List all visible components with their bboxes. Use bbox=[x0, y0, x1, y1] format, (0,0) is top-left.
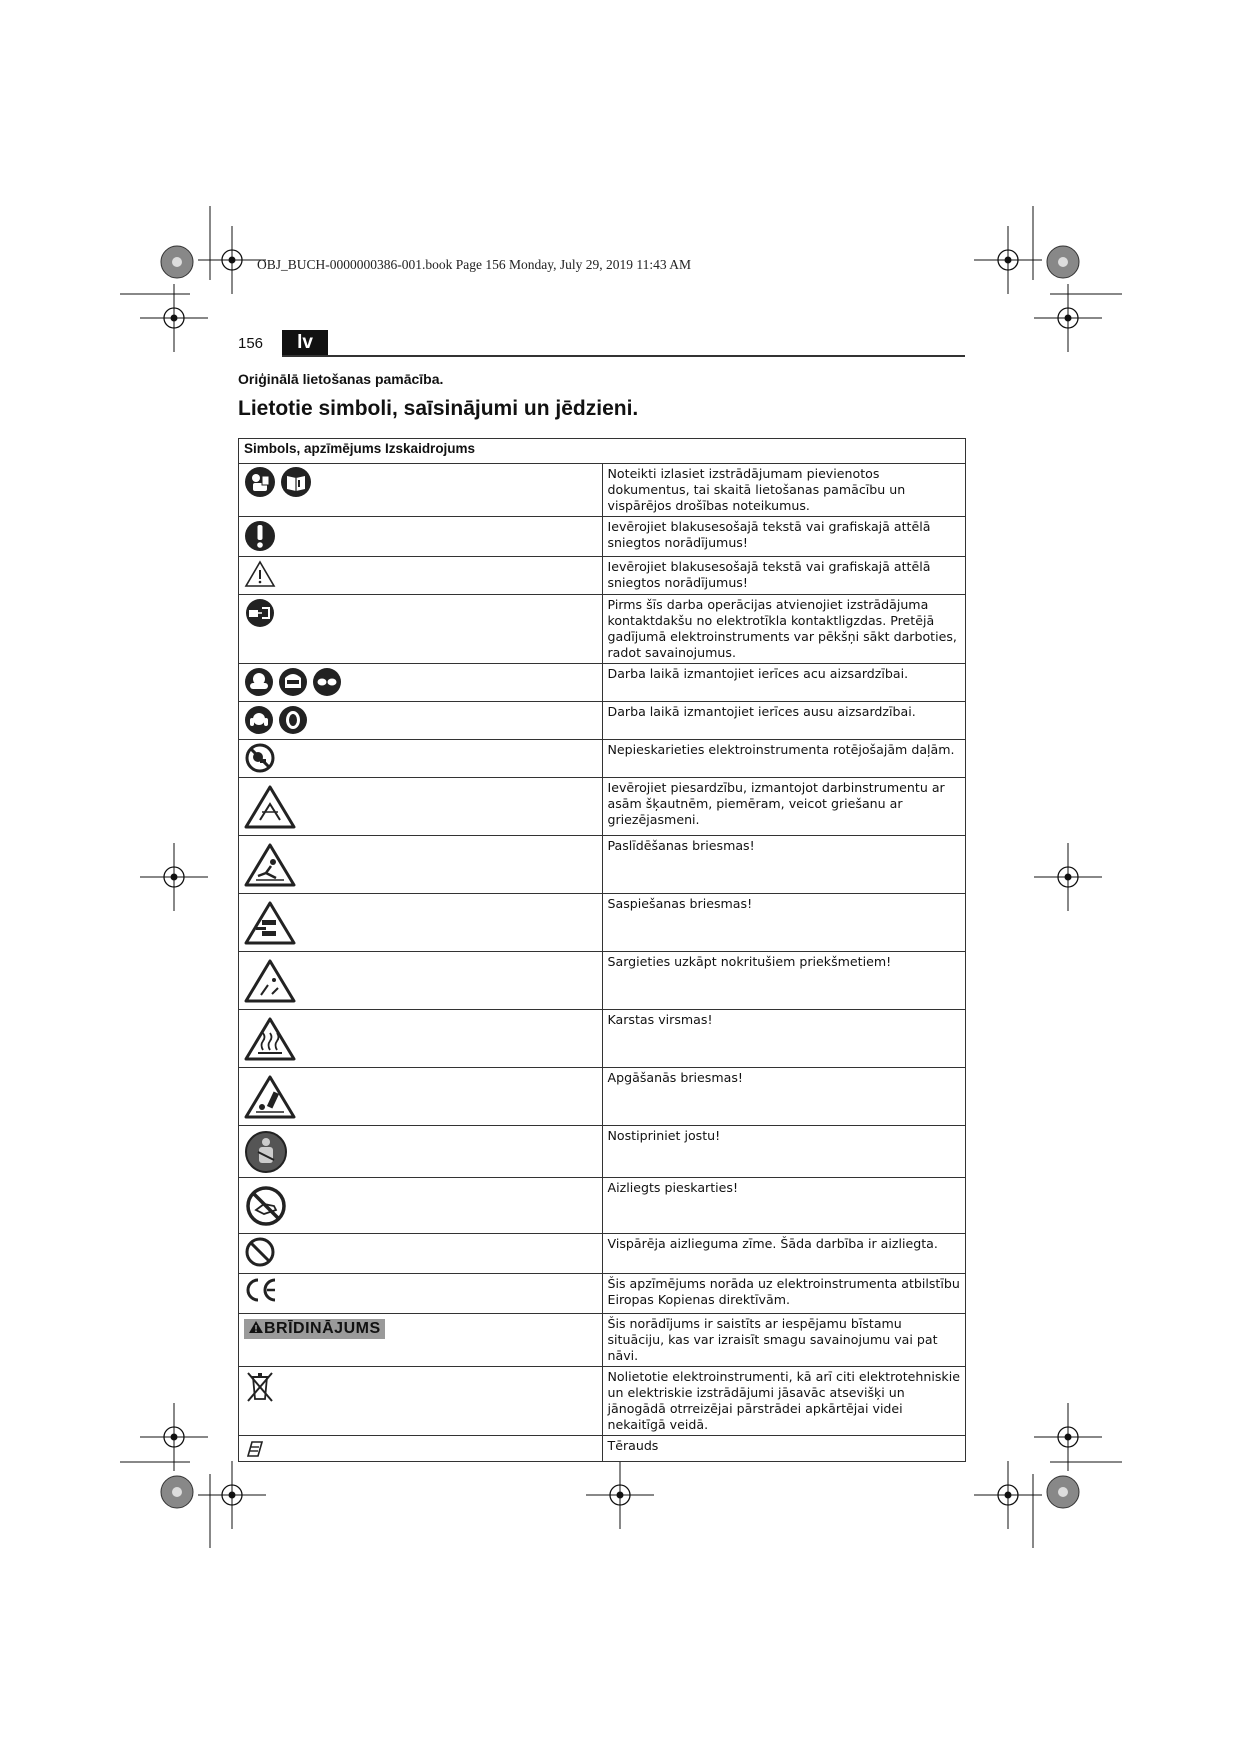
header-rule bbox=[282, 355, 965, 357]
description-cell: Karstas virsmas! bbox=[602, 1010, 966, 1068]
crush-hazard-icon bbox=[244, 900, 296, 946]
table-row bbox=[239, 557, 966, 595]
warning-badge bbox=[244, 1319, 385, 1339]
symbol-cell bbox=[239, 1367, 603, 1436]
description-cell: Darba laikā izmantojiet ierīces acu aizsardzībai. bbox=[602, 664, 966, 702]
read-manual-icon bbox=[244, 466, 276, 498]
warning-triangle-icon bbox=[244, 559, 276, 589]
symbol-cell bbox=[239, 1068, 603, 1126]
falling-objects-icon bbox=[244, 958, 296, 1004]
description-cell: Saspiešanas briesmas! bbox=[602, 894, 966, 952]
symbol-cell bbox=[239, 664, 603, 702]
hot-surface-icon bbox=[244, 1016, 296, 1062]
slip-hazard-icon bbox=[244, 842, 296, 888]
ear-protection-icon bbox=[278, 704, 308, 736]
symbol-cell bbox=[239, 1010, 603, 1068]
symbol-cell bbox=[239, 1436, 603, 1462]
description-cell: Šis norādījums ir saistīts ar iespējamu bīstamu situāciju, kas var izraisīt smagu savainojumu vai pat nāvi. bbox=[602, 1314, 966, 1367]
sharp-edges-warning-icon bbox=[244, 784, 296, 830]
description-cell: Ievērojiet blakusesošajā tekstā vai grafiskajā attēlā sniegtos norādījumus! bbox=[602, 517, 966, 557]
description-cell: Vispārēja aizlieguma zīme. Šāda darbība ir aizliegta. bbox=[602, 1234, 966, 1274]
face-shield-icon bbox=[278, 666, 308, 698]
do-not-touch-icon bbox=[244, 1184, 288, 1228]
steel-icon bbox=[244, 1438, 266, 1460]
symbol-cell bbox=[239, 894, 603, 952]
warning-triangle-icon bbox=[248, 1320, 264, 1334]
symbol-cell bbox=[239, 1314, 603, 1367]
symbol-cell bbox=[239, 740, 603, 778]
symbol-cell bbox=[239, 702, 603, 740]
symbol-cell bbox=[239, 952, 603, 1010]
no-touch-rotating-icon bbox=[244, 742, 276, 774]
unplug-icon bbox=[244, 597, 276, 629]
symbol-cell bbox=[239, 517, 603, 557]
table-header-row bbox=[239, 439, 966, 464]
table-row bbox=[239, 595, 966, 664]
ear-muffs-icon bbox=[244, 704, 274, 736]
description-cell: Darba laikā izmantojiet ierīces ausu aizsardzībai. bbox=[602, 702, 966, 740]
description-cell: Sargieties uzkāpt nokritušiem priekšmetiem! bbox=[602, 952, 966, 1010]
table-row bbox=[239, 1068, 966, 1126]
language-tag: lv bbox=[282, 330, 328, 355]
description-cell: Noteikti izlasiet izstrādājumam pievienotos dokumentus, tai skaitā lietošanas pamācību un vispārējos drošības noteikumus. bbox=[602, 464, 966, 517]
table-header: Simbols, apzīmējums Izskaidrojums bbox=[239, 439, 966, 464]
table-row bbox=[239, 1367, 966, 1436]
table-row bbox=[239, 1314, 966, 1367]
weee-bin-icon bbox=[244, 1369, 276, 1405]
table-row bbox=[239, 517, 966, 557]
description-cell: Ievērojiet piesardzību, izmantojot darbinstrumentu ar asām šķautnēm, piemēram, veicot griešanu ar griezējasmeni. bbox=[602, 778, 966, 836]
symbols-table bbox=[238, 438, 966, 1462]
table-row bbox=[239, 894, 966, 952]
description-cell: Šis apzīmējums norāda uz elektroinstrumenta atbilstību Eiropas Kopienas direktīvām. bbox=[602, 1274, 966, 1314]
ce-mark-icon bbox=[244, 1276, 278, 1304]
symbol-cell bbox=[239, 464, 603, 517]
table-row bbox=[239, 836, 966, 894]
document-title: Lietotie simboli, saīsinājumi un jēdzieni. bbox=[238, 397, 639, 420]
table-row bbox=[239, 1274, 966, 1314]
description-cell: Aizliegts pieskarties! bbox=[602, 1178, 966, 1234]
symbol-cell bbox=[239, 557, 603, 595]
symbol-cell bbox=[239, 836, 603, 894]
table-row bbox=[239, 702, 966, 740]
page-number: 156 bbox=[238, 335, 264, 352]
symbol-cell bbox=[239, 778, 603, 836]
description-cell: Pirms šīs darba operācijas atvienojiet izstrādājuma kontaktdakšu no elektrotīkla kontaktligzdas. Pretējā gadījumā elektroinstruments var pēkšņi sākt darboties, radot savainojumus. bbox=[602, 595, 966, 664]
description-cell: Tērauds bbox=[602, 1436, 966, 1462]
table-row bbox=[239, 1436, 966, 1462]
symbol-cell bbox=[239, 1126, 603, 1178]
fasten-belt-icon bbox=[244, 1130, 288, 1174]
description-cell: Ievērojiet blakusesošajā tekstā vai grafiskajā attēlā sniegtos norādījumus! bbox=[602, 557, 966, 595]
warning-badge-label: BRĪDINĀJUMS bbox=[264, 1320, 381, 1337]
table-row bbox=[239, 1126, 966, 1178]
prohibition-icon bbox=[244, 1236, 276, 1268]
symbol-cell bbox=[239, 1234, 603, 1274]
tip-over-hazard-icon bbox=[244, 1074, 296, 1120]
table-row bbox=[239, 464, 966, 517]
description-cell: Nolietotie elektroinstrumenti, kā arī citi elektrotehniskie un elektriskie izstrādājumi jāsavāc atsevišķi un jānogādā otrreizējai pārstrādei apkārtējai videi nekaitīgā veidā. bbox=[602, 1367, 966, 1436]
table-row bbox=[239, 740, 966, 778]
file-header: OBJ_BUCH-0000000386-001.book Page 156 Monday, July 29, 2019 11:43 AM bbox=[257, 257, 692, 272]
mandatory-exclamation-icon bbox=[244, 519, 276, 553]
description-cell: Nepieskarieties elektroinstrumenta rotējošajām daļām. bbox=[602, 740, 966, 778]
description-cell: Paslīdēšanas briesmas! bbox=[602, 836, 966, 894]
symbol-cell bbox=[239, 1178, 603, 1234]
description-cell: Apgāšanās briesmas! bbox=[602, 1068, 966, 1126]
description-cell: Nostipriniet jostu! bbox=[602, 1126, 966, 1178]
table-row bbox=[239, 952, 966, 1010]
table-row bbox=[239, 664, 966, 702]
table-row bbox=[239, 1178, 966, 1234]
table-row bbox=[239, 1010, 966, 1068]
goggles-icon bbox=[244, 666, 274, 698]
table-row bbox=[239, 1234, 966, 1274]
safety-glasses-icon bbox=[312, 666, 342, 698]
document-type: Oriģinālā lietošanas pamācība. bbox=[238, 371, 444, 387]
manual-book-icon bbox=[280, 466, 312, 498]
table-row bbox=[239, 778, 966, 836]
symbol-cell bbox=[239, 595, 603, 664]
symbol-cell bbox=[239, 1274, 603, 1314]
